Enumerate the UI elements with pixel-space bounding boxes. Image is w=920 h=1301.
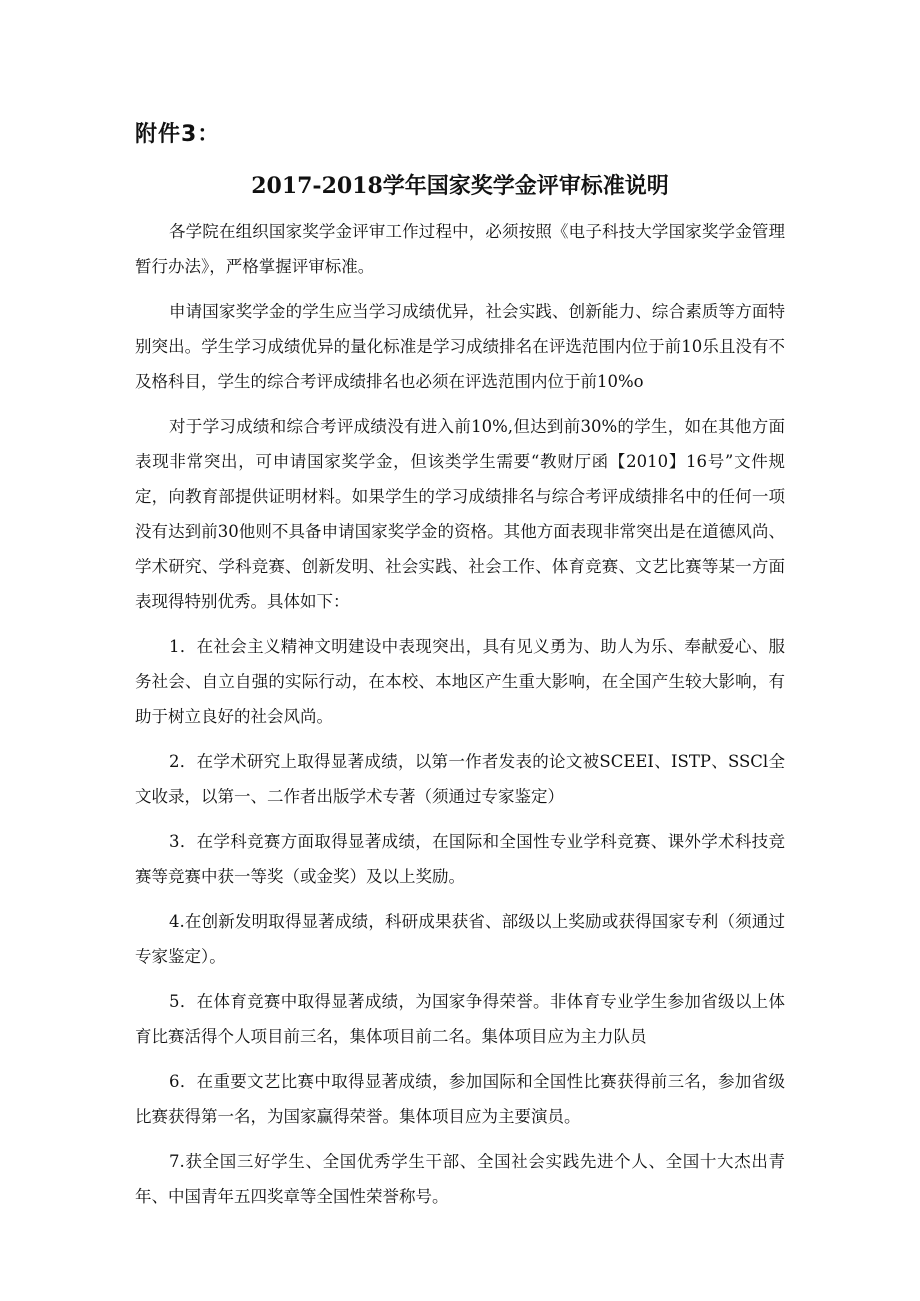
list-item-6: 6．在重要文艺比赛中取得显著成绩，参加国际和全国性比赛获得前三名，参加省级比赛获得第一名，为国家赢得荣誉。集体项目应为主要演员。 — [135, 1072, 785, 1126]
list-item-3: 3．在学科竞赛方面取得显著成绩，在国际和全国性专业学科竞赛、课外学术科技竞赛等竞赛中获一等奖（或金奖）及以上奖励。 — [135, 832, 785, 886]
list-item-1: 1．在社会主义精神文明建设中表现突出，具有见义勇为、助人为乐、奉献爱心、服务社会、自立自强的实际行动，在本校、本地区产生重大影响，在全国产生较大影响，有助于树立良好的社会风尚。 — [135, 637, 785, 726]
paragraph-criteria: 申请国家奖学金的学生应当学习成绩优异，社会实践、创新能力、综合素质等方面特别突出。学生学习成绩优异的量化标准是学习成绩排名在评选范围内位于前10乐且没有不及格科目，学生的综合考评成绩排名也必须在评选范围内位于前10%o — [135, 302, 785, 391]
document-title: 2017-2018学年国家奖学金评审标准说明 — [251, 173, 669, 199]
list-item-4: 4.在创新发明取得显著成绩，科研成果获省、部级以上奖励或获得国家专利（须通过专家鉴定）。 — [135, 912, 785, 966]
paragraph-exceptions: 对于学习成绩和综合考评成绩没有进入前10%,但达到前30%的学生，如在其他方面表现非常突出，可申请国家奖学金，但该类学生需要“教财厅函【2010】16号”文件规定，向教育部提供证明材料。如果学生的学习成绩排名与综合考评成绩排名中的任何一项没有达到前30他则不具备申请国家奖学金的资格。其他方面表现非常突出是在道德风尚、学术研究、学科竞赛、创新发明、社会实践、社会工作、体育竞赛、文艺比赛等某一方面表现得特别优秀。具体如下： — [135, 417, 785, 611]
attachment-label: 附件3： — [135, 122, 221, 147]
document-body — [135, 214, 785, 1224]
list-item-5: 5．在体育竞赛中取得显著成绩，为国家争得荣誉。非体育专业学生参加省级以上体育比赛活得个人项目前三名，集体项目前二名。集体项目应为主力队员 — [135, 992, 785, 1046]
list-item-7: 7.获全国三好学生、全国优秀学生干部、全国社会实践先进个人、全国十大杰出青年、中国青年五四奖章等全国性荣誉称号。 — [135, 1152, 785, 1206]
paragraph-intro: 各学院在组织国家奖学金评审工作过程中，必须按照《电子科技大学国家奖学金管理暂行办法》，严格掌握评审标准。 — [135, 222, 785, 276]
list-item-2: 2．在学术研究上取得显著成绩，以第一作者发表的论文被SCEEI、ISTP、SSCl全文收录，以第一、二作者出版学术专著（须通过专家鉴定） — [135, 752, 785, 806]
